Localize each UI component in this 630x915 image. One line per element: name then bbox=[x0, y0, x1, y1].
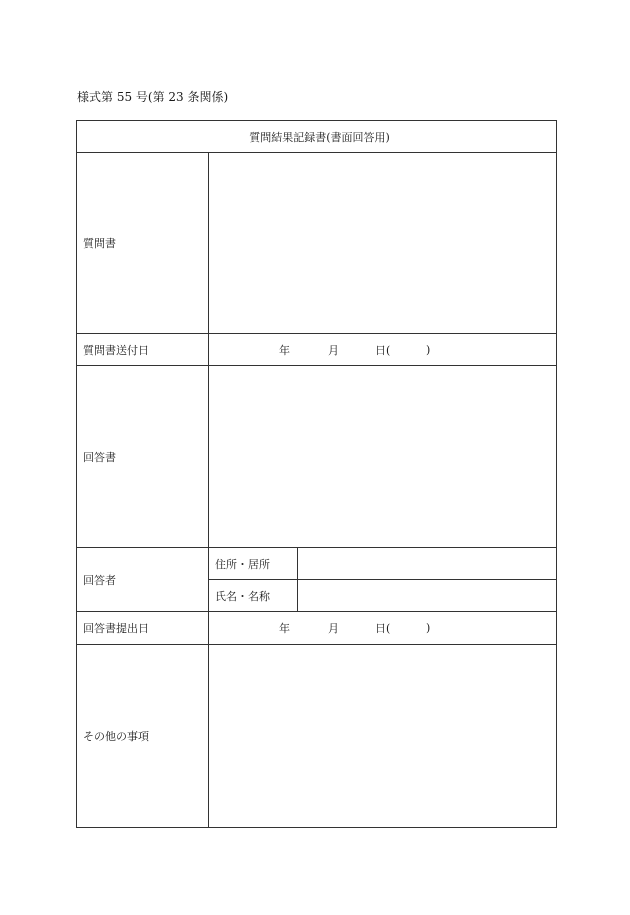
respondent-name-label: 氏名・名称 bbox=[209, 580, 298, 612]
title-row bbox=[77, 121, 557, 153]
form-title: 質問結果記録書(書面回答用) bbox=[77, 121, 557, 153]
form-number: 様式第 55 号(第 23 条関係) bbox=[77, 90, 229, 104]
weekday-close-paren: ) bbox=[426, 343, 431, 356]
respondent-label: 回答者 bbox=[77, 548, 209, 612]
day-label: 日( bbox=[375, 343, 391, 357]
question-sent-date-field[interactable] bbox=[209, 334, 557, 366]
respondent-address-field[interactable] bbox=[298, 548, 557, 580]
question-record-form bbox=[76, 120, 557, 828]
other-matters-row bbox=[77, 645, 557, 828]
answer-submitted-date-field[interactable] bbox=[209, 612, 557, 645]
question-field[interactable] bbox=[209, 153, 557, 334]
month-label: 月 bbox=[328, 343, 339, 357]
question-sent-date-row bbox=[77, 334, 557, 366]
respondent-address-row bbox=[77, 548, 557, 580]
weekday-close-paren: ) bbox=[426, 621, 431, 635]
question-sent-date-label: 質問書送付日 bbox=[77, 334, 209, 366]
question-label: 質問書 bbox=[77, 153, 209, 334]
answer-submitted-date-label: 回答書提出日 bbox=[77, 612, 209, 645]
respondent-address-label: 住所・居所 bbox=[209, 548, 298, 580]
respondent-name-field[interactable] bbox=[298, 580, 557, 612]
answer-submitted-date-row bbox=[77, 612, 557, 645]
month-label: 月 bbox=[328, 622, 339, 635]
answer-row bbox=[77, 366, 557, 548]
year-label: 年 bbox=[279, 622, 290, 635]
answer-label: 回答書 bbox=[77, 366, 209, 548]
other-matters-field[interactable] bbox=[209, 645, 557, 828]
answer-field[interactable] bbox=[209, 366, 557, 548]
other-matters-label: その他の事項 bbox=[77, 645, 209, 828]
question-row bbox=[77, 153, 557, 334]
day-label: 日( bbox=[375, 622, 391, 635]
year-label: 年 bbox=[279, 343, 290, 357]
